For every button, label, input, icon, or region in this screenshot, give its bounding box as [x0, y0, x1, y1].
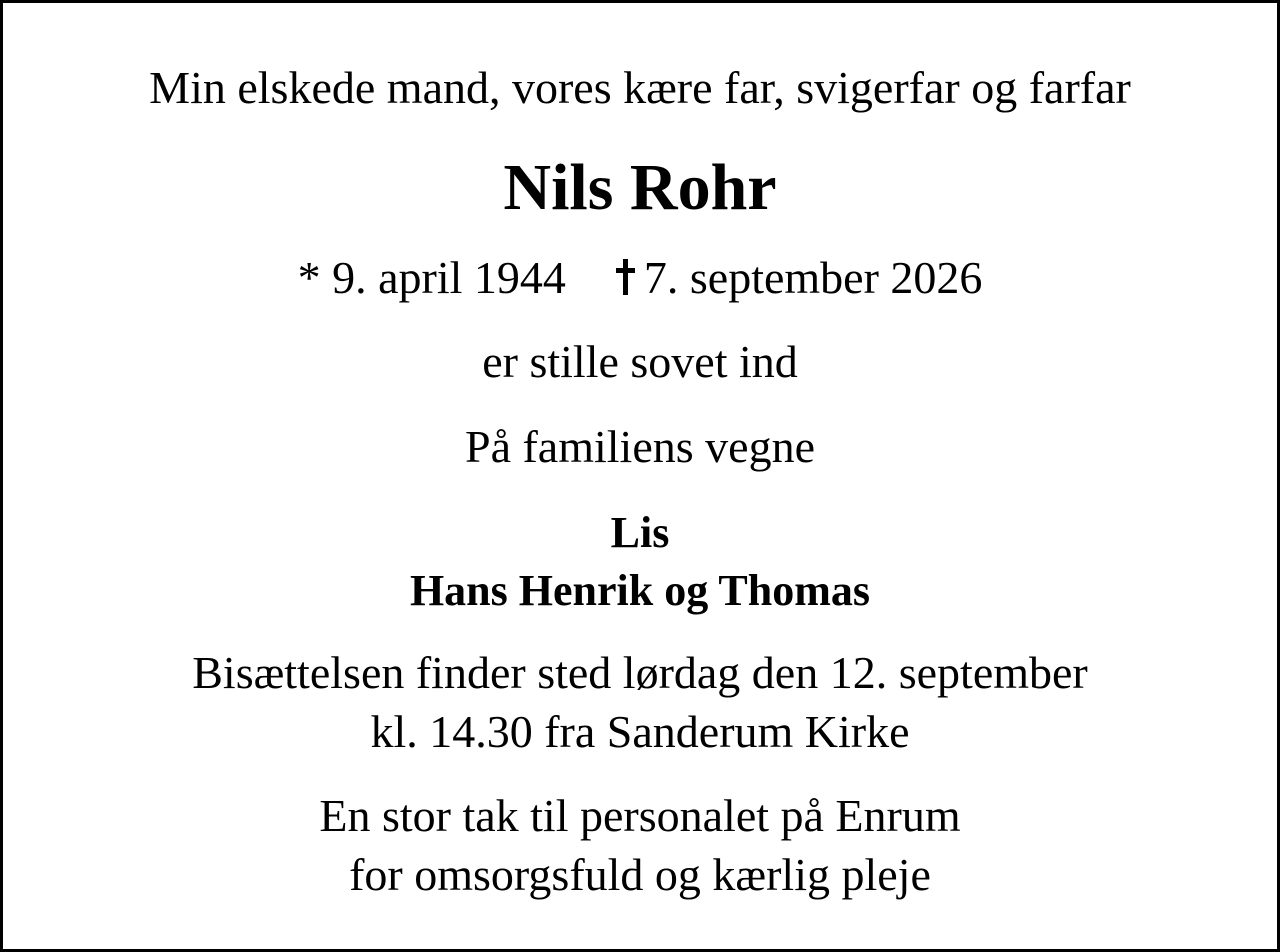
birth-date: * 9. april 1944 [297, 252, 566, 303]
cross-icon [616, 259, 634, 295]
funeral-time-place: kl. 14.30 fra Sanderum Kirke [370, 706, 910, 757]
life-dates [3, 252, 1277, 303]
signatory-names: Hans Henrik og Thomas [409, 566, 871, 615]
thanks-text: En stor tak til personalet på Enrum [319, 790, 961, 841]
signatory-name: Lis [610, 508, 670, 557]
deceased-name: Nils Rohr [503, 151, 777, 224]
on-behalf-text: På familiens vegne [464, 421, 815, 472]
thanks-text-continued: for omsorgsfuld og kærlig pleje [349, 849, 931, 900]
asleep-text: er stille sovet ind [482, 336, 798, 387]
funeral-info: Bisættelsen finder sted lørdag den 12. september [192, 647, 1088, 698]
death-date: 7. september 2026 [643, 252, 983, 303]
intro-text: Min elskede mand, vores kære far, svigerfar og farfar [149, 62, 1131, 113]
